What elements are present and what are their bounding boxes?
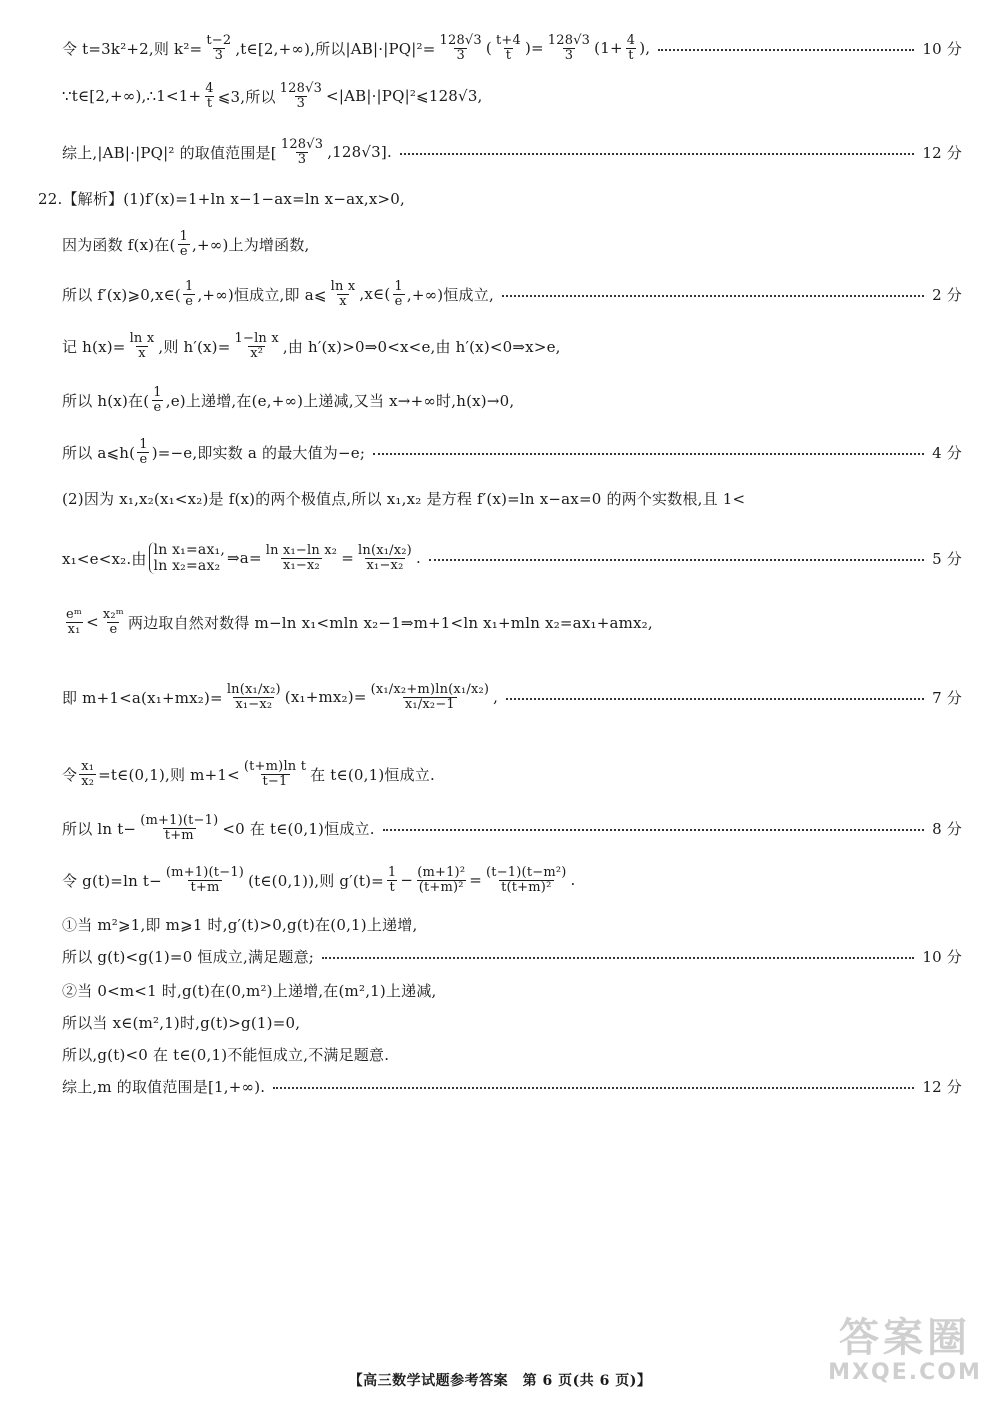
fraction: $\frac{4}{t}$ [626, 32, 636, 63]
watermark-text: 答案圈 [839, 1315, 971, 1361]
text: <|AB|·|PQ|²⩽128√3, [326, 87, 483, 105]
text: 综上,|AB|·|PQ|² 的取值范围是[ [62, 143, 277, 162]
leader-dots [383, 829, 924, 831]
fraction: $\frac{\text{x₂ᵐ}}{e}$ [102, 606, 124, 637]
fraction: $\frac{(m+1)(t-1)}{t+m}$ [165, 864, 245, 895]
text: = [469, 871, 483, 889]
leader-dots [400, 153, 914, 155]
score-label: 10 分 [922, 39, 962, 58]
text: ,x∈( [359, 285, 391, 303]
text: <0 在 t∈(0,1)恒成立. [222, 819, 375, 838]
solution-line-5 [62, 224, 962, 264]
fraction: $\frac{4}{t}$ [205, 80, 214, 111]
equation-system: ln x₁=ax₁, ln x₂=ax₂ [149, 542, 226, 574]
text: 所以当 x∈(m²,1)时,g(t)>g(1)=0, [62, 1013, 301, 1032]
fraction: $\frac{\text{ln x}}{x}$ [129, 330, 155, 361]
text: (t∈(0,1)),则 g′(t)= [248, 871, 384, 890]
text: ), [639, 39, 651, 57]
score-label: 12 分 [922, 1077, 962, 1096]
score-label: 8 分 [932, 819, 962, 838]
solution-line-21 [62, 1042, 962, 1066]
fraction: $\frac{\text{ln x₁−ln x₂}}{\text{x₁−x₂}}$ [265, 542, 338, 573]
fraction: $\frac{\text{1−ln x}}{\text{x²}}$ [234, 330, 279, 361]
text: 即 m+1<a(x₁+mx₂)= [62, 688, 223, 707]
fraction: $\frac{(m+1)(t-1)}{t+m}$ [140, 812, 219, 843]
score-label: 4 分 [932, 443, 962, 462]
score-label: 12 分 [922, 143, 962, 162]
text: 两边取自然对数得 m−ln x₁<mln x₂−1⇒m+1<ln x₁+mln x₂=ax₁+amx₂, [127, 613, 653, 632]
text: 记 h(x)= [62, 337, 126, 356]
text: . [415, 549, 421, 567]
watermark-logo [820, 1316, 990, 1396]
text: 所以 g(t)<g(1)=0 恒成立,满足题意; [62, 947, 315, 966]
text: 所以 ln t− [62, 819, 137, 838]
fraction: $\frac{1}{e}$ [179, 228, 189, 259]
solution-line-12 [62, 602, 962, 642]
leader-dots [658, 49, 914, 51]
text: < [86, 613, 99, 631]
solution-line-13 [62, 664, 962, 730]
text: )=−e,即实数 a 的最大值为−e; [151, 443, 366, 462]
text: ①当 m²⩾1,即 m⩾1 时,g′(t)>0,g(t)在(0,1)上递增, [62, 915, 418, 934]
leader-dots [506, 698, 924, 700]
solution-line-11 [62, 530, 962, 586]
text: ,e)上递增,在(e,+∞)上递减,又当 x→+∞时,h(x)→0, [165, 391, 515, 410]
text: ,则 h′(x)= [158, 337, 231, 356]
text: ⇒a= [227, 549, 262, 567]
text: (1+ [594, 39, 623, 57]
fraction: $\frac{\text{(t−1)(t−m²)}}{\text{t(t+m)²}}$ [486, 864, 567, 895]
text: ∵t∈[2,+∞),∴1<1+ [62, 87, 202, 105]
text: 所以 h(x)在( [62, 391, 150, 410]
text: x₁<e<x₂.由 [62, 549, 147, 568]
fraction: $\frac{\text{ln x}}{x}$ [330, 278, 356, 309]
solution-line-3 [62, 132, 962, 172]
fraction: $\frac{\text{ln(x₁/x₂)}}{\text{x₁−x₂}}$ [226, 681, 281, 712]
leader-dots [502, 295, 924, 297]
text: ,+∞)上为增函数, [192, 235, 310, 254]
text: ,128√3]. [327, 143, 392, 161]
text: 令 t=3k²+2,则 k²= [62, 39, 203, 58]
text: (x₁+mx₂)= [284, 688, 367, 706]
score-label: 10 分 [922, 947, 962, 966]
fraction: $\frac{\text{eᵐ}}{\text{x₁}}$ [66, 606, 83, 637]
solution-line-10 [62, 486, 962, 510]
text: ( [485, 39, 492, 57]
solution-line-9 [62, 432, 962, 472]
fraction: $\frac{128√3}{3}$ [280, 136, 324, 167]
text: 令 [62, 765, 78, 784]
solution-line-22 [62, 1074, 962, 1098]
solution-line-15 [62, 808, 962, 848]
solution-line-14 [62, 754, 962, 794]
text: ,由 h′(x)>0⇒0<x<e,由 h′(x)<0⇒x>e, [282, 337, 561, 356]
solution-line-2 [62, 76, 962, 116]
leader-dots [273, 1087, 914, 1089]
text: )= [524, 39, 544, 57]
solution-line-4 [38, 186, 962, 210]
text: 所以,g(t)<0 在 t∈(0,1)不能恒成立,不满足题意. [62, 1045, 390, 1064]
watermark-url: MXQE.COM [828, 1360, 982, 1385]
solution-line-19 [62, 978, 962, 1002]
text: 在 t∈(0,1)恒成立. [310, 765, 435, 784]
fraction: $\frac{1}{e}$ [394, 278, 403, 309]
fraction: $\frac{t-2}{3}$ [206, 32, 232, 63]
text: 所以 a⩽h( [62, 443, 136, 462]
fraction: $\frac{\text{x₁}}{\text{x₂}}$ [81, 758, 95, 789]
fraction: $\frac{1}{e}$ [139, 436, 148, 467]
page-footer: 【高三数学试题参考答案 第 6 页(共 6 页)】 [348, 1373, 652, 1389]
solution-line-20 [62, 1010, 962, 1034]
score-label: 2 分 [932, 285, 962, 304]
text: ②当 0<m<1 时,g(t)在(0,m²)上递增,在(m²,1)上递减, [62, 981, 437, 1000]
score-label: 5 分 [932, 549, 962, 568]
fraction: $\frac{1}{e}$ [184, 278, 194, 309]
solution-line-1 [62, 28, 962, 68]
score-label: 7 分 [932, 688, 962, 707]
solution-line-6 [62, 274, 962, 314]
solution-line-8 [62, 380, 962, 420]
question-header: 22.【解析】(1)f′(x)=1+ln x−1−ax=ln x−ax,x>0, [38, 189, 406, 208]
leader-dots [322, 957, 914, 959]
text: ,+∞)恒成立,即 a⩽ [197, 285, 327, 304]
text: =t∈(0,1),则 m+1< [98, 765, 240, 784]
text: = [341, 549, 355, 567]
text: ,t∈[2,+∞),所以|AB|·|PQ|²= [235, 39, 436, 58]
text: 因为函数 f(x)在( [62, 235, 176, 254]
leader-dots [429, 559, 924, 561]
text: − [400, 871, 414, 889]
fraction: $\frac{1}{t}$ [387, 864, 397, 895]
text: 令 g(t)=ln t− [62, 871, 162, 890]
fraction: $\frac{128√3}{3}$ [547, 32, 591, 63]
fraction: $\frac{128√3}{3}$ [279, 80, 323, 111]
solution-line-18 [62, 944, 962, 968]
text: ⩽3,所以 [217, 87, 276, 106]
fraction: $\frac{t+4}{t}$ [495, 32, 521, 63]
text: 所以 f′(x)⩾0,x∈( [62, 285, 181, 304]
solution-line-17 [62, 912, 962, 936]
fraction: $\frac{\text{ln(x₁/x₂)}}{\text{x₁−x₂}}$ [358, 542, 412, 573]
solution-line-7 [62, 326, 962, 366]
text: , [493, 688, 499, 706]
text: (2)因为 x₁,x₂(x₁<x₂)是 f(x)的两个极值点,所以 x₁,x₂ 是方程 f′(x)=ln x−ax=0 的两个实数根,且 1< [62, 489, 746, 508]
solution-line-16 [62, 860, 962, 900]
text: 综上,m 的取值范围是[1,+∞). [62, 1077, 266, 1096]
fraction: $\frac{\text{(m+1)²}}{\text{(t+m)²}}$ [417, 864, 466, 895]
text: ,+∞)恒成立, [406, 285, 494, 304]
fraction: $\frac{1}{e}$ [153, 384, 162, 415]
fraction: $\frac{\text{(t+m)ln t}}{t-1}$ [243, 758, 307, 789]
fraction: $\frac{128√3}{3}$ [439, 32, 482, 63]
leader-dots [373, 453, 924, 455]
text: . [570, 871, 576, 889]
fraction: $\frac{\text{(x₁/x₂+m)ln(x₁/x₂)}}{\text{x₁/x₂−1}}$ [370, 681, 490, 712]
